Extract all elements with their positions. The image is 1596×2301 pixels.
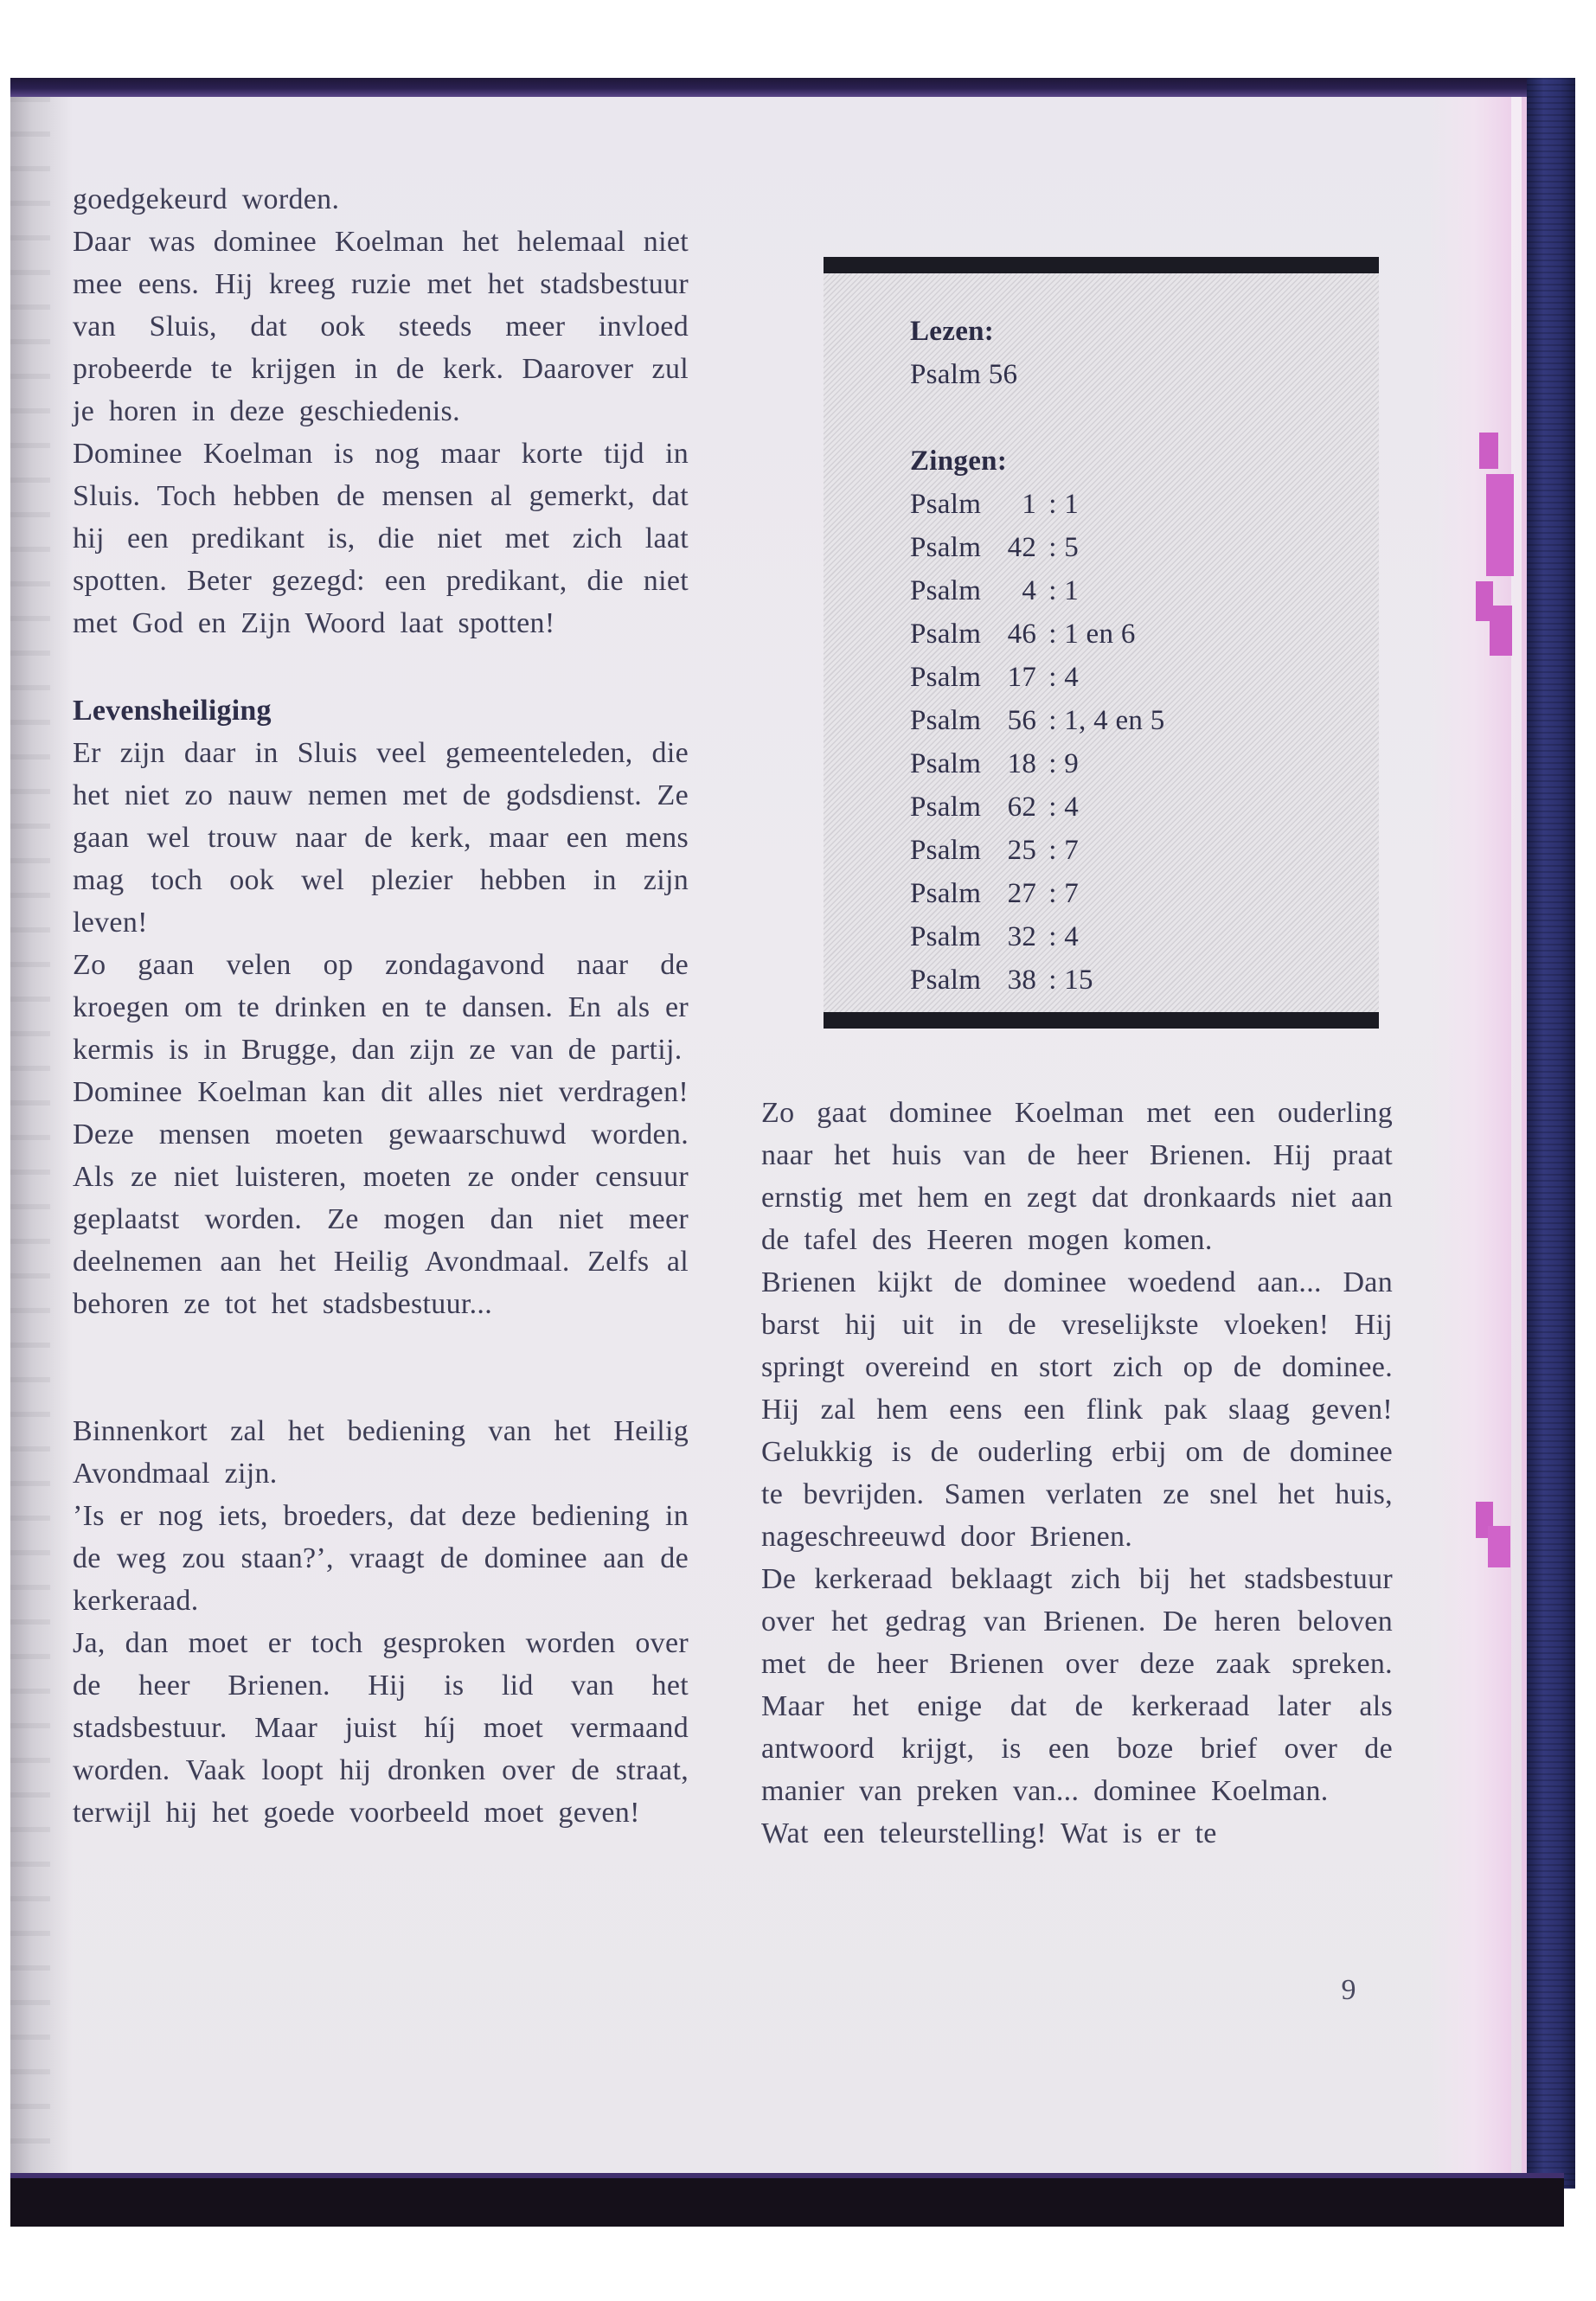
box-top-rule: [824, 257, 1379, 273]
body-paragraph: Zo gaan velen op zondagavond naar de kroegen om te drinken en te dansen. En als er kermis is in Brugge, dan zijn ze van de partij.: [73, 949, 689, 1066]
psalm-verses: : 9: [1048, 748, 1080, 779]
psalm-number: 17: [1007, 662, 1037, 693]
lezen-item: Psalm 56: [910, 359, 1018, 390]
psalm-word: Psalm: [910, 705, 982, 736]
psalm-row: [910, 483, 1362, 526]
psalm-word: Psalm: [910, 748, 982, 779]
psalm-word: Psalm: [910, 835, 982, 866]
psalm-number: 18: [1007, 748, 1037, 779]
psalm-number: 62: [1007, 792, 1037, 823]
book-bottom-edge: [10, 2173, 1564, 2227]
box-bottom-rule: [824, 1012, 1379, 1029]
psalm-number: 56: [1007, 705, 1037, 736]
psalm-verses: : 4: [1048, 662, 1080, 693]
psalm-word: Psalm: [910, 532, 982, 563]
page-edge-mark: [1490, 606, 1512, 656]
body-paragraph: Dominee Koelman is nog maar korte tijd in Sluis. Toch hebben de mensen al gemerkt, dat hij een predikant is, die niet met zich laat spotten. Beter gezegd: een predikant, die niet met God en Zijn Woord laat spotten!: [73, 438, 689, 639]
page-edge-highlight: [1511, 97, 1522, 2173]
liturgy-box-background: [824, 273, 1379, 1012]
psalm-verses: : 7: [1048, 878, 1080, 909]
psalm-verses: : 15: [1048, 965, 1093, 996]
page-edge-stack: [1430, 97, 1527, 2173]
psalm-row: [910, 742, 1362, 785]
psalm-word: Psalm: [910, 619, 982, 650]
binding-texture: [10, 97, 50, 2173]
psalm-number: 25: [1007, 835, 1037, 866]
page-edge-mark: [1488, 1526, 1510, 1567]
body-paragraph: ’Is er nog iets, broeders, dat deze bediening in de weg zou staan?’, vraagt de dominee aan de kerkeraad.: [73, 1500, 689, 1617]
body-paragraph: De kerkeraad beklaagt zich bij het stadsbestuur over het gedrag van Brienen. De heren beloven met de heer Brienen over deze zaak spreken. Maar het enige dat de kerkeraad later als antwoord krijgt, is een boze brief over de manier van preken van... dominee Koelman.: [761, 1563, 1393, 1807]
lezen-label: Lezen:: [910, 316, 995, 347]
body-paragraph: Brienen kijkt de dominee woedend aan... Dan barst hij uit in de vreselijkste vloeken! Hij springt overeind en stort zich op de dominee. Hij zal hem eens een flink pak slaag geven! Gelukkig is de ouderling erbij om de dominee te bevrijden. Samen verlaten ze snel het huis, nageschreeuwd door Brienen.: [761, 1266, 1393, 1553]
psalm-number: 46: [1007, 619, 1037, 650]
page-edge-mark: [1486, 474, 1514, 576]
psalm-word: Psalm: [910, 792, 982, 823]
psalm-verses: : 7: [1048, 835, 1080, 866]
body-paragraph: goedgekeurd worden.: [73, 183, 340, 215]
body-paragraph: Dominee Koelman kan dit alles niet verdragen! Deze mensen moeten gewaarschuwd worden. Als ze niet luisteren, moeten ze onder censuur geplaatst worden. Ze mogen dan niet meer deelnemen aan het Heilig Avondmaal. Zelfs al behoren ze tot het stadsbestuur...: [73, 1076, 689, 1320]
psalm-number: 38: [1007, 965, 1037, 996]
page-edge-mark: [1479, 433, 1498, 469]
psalm-row: [910, 872, 1362, 915]
psalm-verses: : 1: [1048, 489, 1080, 520]
psalm-number: 27: [1007, 878, 1037, 909]
psalm-word: Psalm: [910, 575, 982, 606]
psalm-number: 1: [1022, 489, 1037, 520]
body-paragraph: Er zijn daar in Sluis veel gemeenteleden, die het niet zo nauw nemen met de godsdienst. Ze gaan wel trouw naar de kerk, maar een mens mag toch ook wel plezier hebben in zijn leven!: [73, 737, 689, 939]
psalm-word: Psalm: [910, 662, 982, 693]
psalm-word: Psalm: [910, 921, 982, 952]
psalm-number: 4: [1022, 575, 1037, 606]
book-spine: [1527, 78, 1575, 2189]
psalm-number: 32: [1007, 921, 1037, 952]
psalm-word: Psalm: [910, 489, 982, 520]
right-text-column: [761, 1092, 1393, 1855]
psalm-verses: : 4: [1048, 921, 1080, 952]
psalm-word: Psalm: [910, 965, 982, 996]
section-heading: Levensheiliging: [73, 695, 272, 727]
psalm-verses: : 1: [1048, 575, 1080, 606]
box-spacer: [910, 396, 1362, 439]
spine-texture: [1527, 78, 1575, 2189]
psalm-word: Psalm: [910, 878, 982, 909]
body-paragraph: Wat een teleurstelling! Wat is er te: [761, 1817, 1217, 1849]
psalm-row: [910, 569, 1362, 612]
psalm-row: [910, 785, 1362, 829]
psalm-verses: : 5: [1048, 532, 1080, 563]
psalm-number: 42: [1007, 532, 1037, 563]
psalm-row: [910, 612, 1362, 656]
page-number: 9: [1341, 1974, 1356, 2006]
psalm-row: [910, 526, 1362, 569]
page-top-edge: [10, 78, 1574, 97]
liturgy-box: [824, 257, 1379, 1029]
body-paragraph: Binnenkort zal het bediening van het Heilig Avondmaal zijn.: [73, 1415, 689, 1490]
body-paragraph: Ja, dan moet er toch gesproken worden over de heer Brienen. Hij is lid van het stadsbestuur. Maar juist híj moet vermaand worden. Vaak loopt hij dronken over de straat, terwijl hij het goede voorbeeld moet geven!: [73, 1627, 689, 1829]
psalm-verses: : 1, 4 en 5: [1048, 705, 1165, 736]
liturgy-box-content: [910, 310, 1362, 1002]
psalm-verses: : 1 en 6: [1048, 619, 1136, 650]
body-paragraph: Zo gaat dominee Koelman met een ouderling naar het huis van de heer Brienen. Hij praat ernstig met hem en zegt dat dronkaards niet aan de tafel des Heeren mogen komen.: [761, 1097, 1393, 1256]
psalm-verses: : 4: [1048, 792, 1080, 823]
body-paragraph: Daar was dominee Koelman het helemaal niet mee eens. Hij kreeg ruzie met het stadsbestuur van Sluis, dat ook steeds meer invloed probeerde te krijgen in de kerk. Daarover zul je horen in deze geschiedenis.: [73, 226, 689, 427]
left-text-column: [73, 178, 689, 1834]
psalm-row: [910, 915, 1362, 958]
psalm-row: [910, 829, 1362, 872]
psalm-row: [910, 958, 1362, 1002]
psalm-row: [910, 699, 1362, 742]
zingen-label: Zingen:: [910, 445, 1008, 477]
psalm-row: [910, 656, 1362, 699]
